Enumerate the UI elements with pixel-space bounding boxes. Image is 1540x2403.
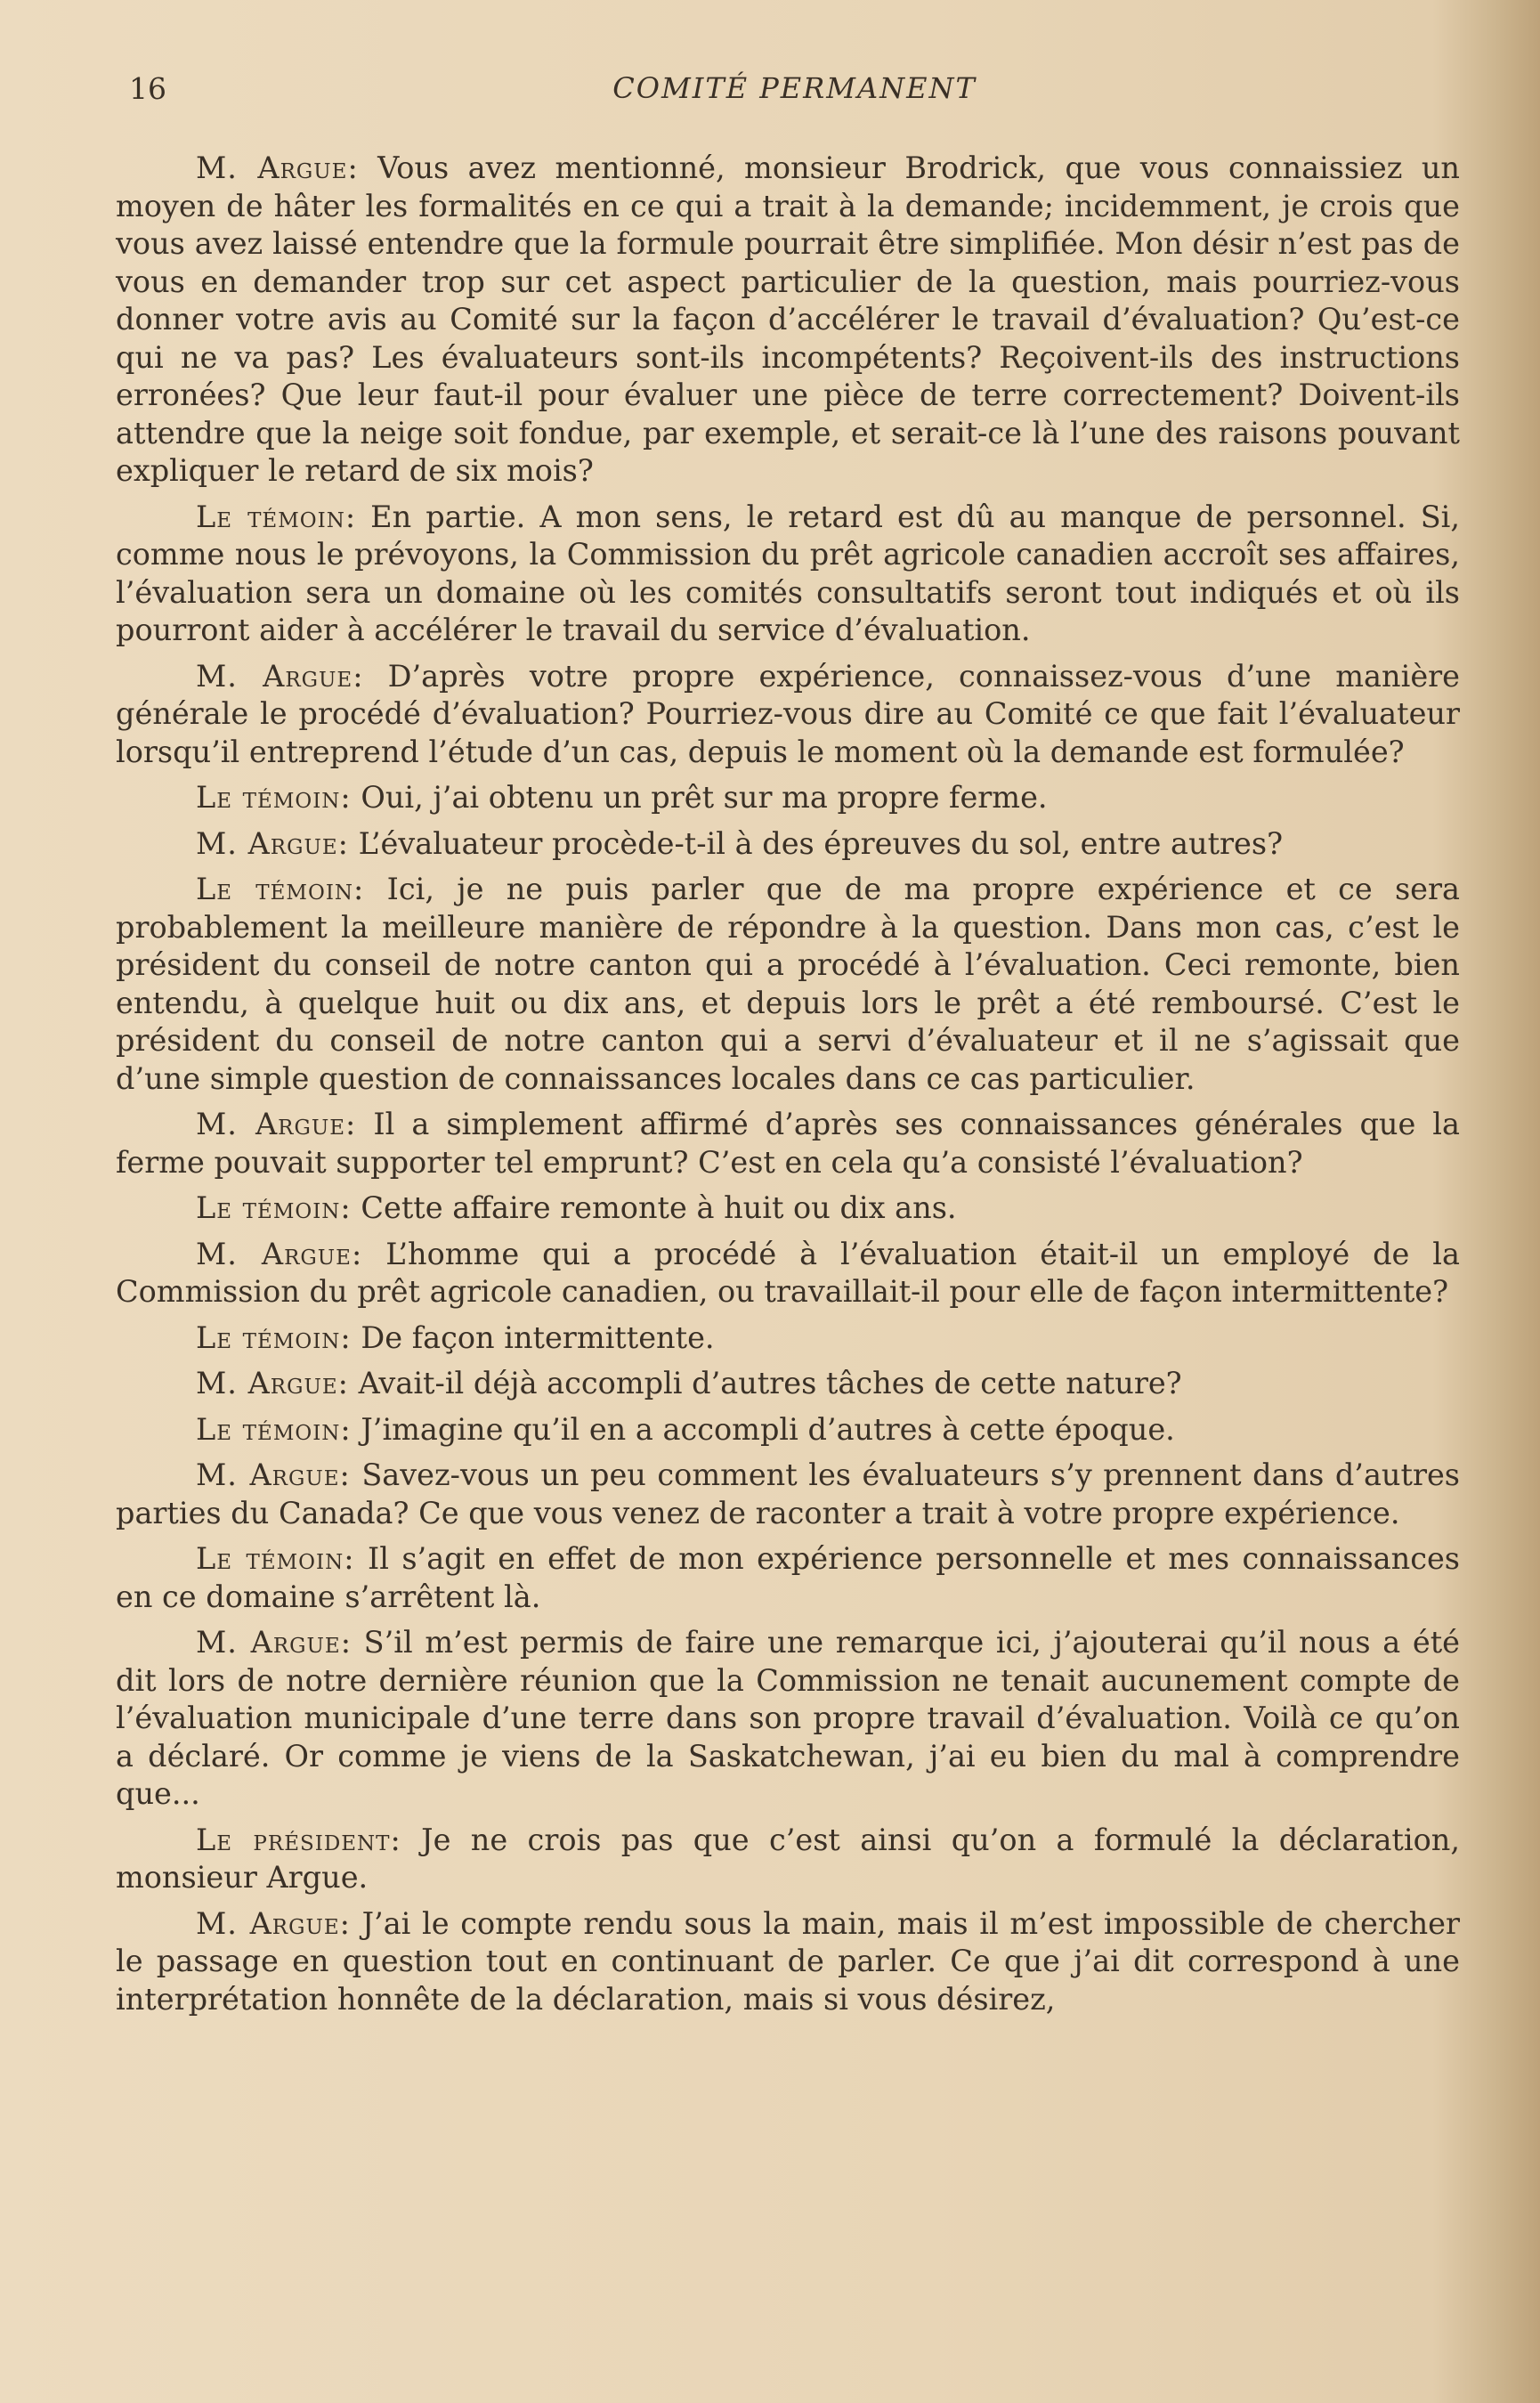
paragraph-text: L’évaluateur procède-t-il à des épreuves du sol, entre autres?	[348, 825, 1284, 861]
paragraph	[116, 1905, 1460, 2019]
paragraph	[116, 1457, 1460, 1532]
speaker-label: M. Argue:	[196, 1625, 352, 1660]
speaker-label: Le témoin:	[196, 780, 352, 815]
speaker-label: Le président:	[196, 1822, 401, 1857]
paragraph-text: Il s’agit en effet de mon expérience personnelle et mes connaissances en ce domaine s’arrêtent là.	[116, 1541, 1460, 1614]
speaker-label: Le témoin:	[196, 872, 365, 906]
paragraph-text: J’ai le compte rendu sous la main, mais il m’est impossible de chercher le passage en question tout en continuant de parler. Ce que j’ai dit correspond à une interprétation honnête de la déclaration, mais si vous désirez,	[116, 1905, 1460, 2017]
paragraph-text: En partie. A mon sens, le retard est dû au manque de personnel. Si, comme nous le prévoyons, la Commission du prêt agricole canadien accroît ses affaires, l’évaluation sera un domaine où les comités consultatifs seront tout indiqués et où ils pourront aider à accélérer le travail du service d’évaluation.	[116, 499, 1461, 647]
paragraph-text: Avait-il déjà accompli d’autres tâches de cette nature?	[348, 1366, 1182, 1400]
speaker-label: M. Argue:	[196, 1366, 349, 1400]
paragraph-text: Ici, je ne puis parler que de ma propre expérience et ce sera probablement la meilleure manière de répondre à la question. Dans mon cas, c’est le président du conseil de notre canton qui a procédé à l’évaluation. Ceci remonte, bien entendu, à quelque huit ou dix ans, et depuis lors le prêt a été remboursé. C’est le président du conseil de notre canton qui a servi d’évaluateur et il ne s’agissait que d’une simple question de connaissances locales dans ce cas particulier.	[116, 872, 1460, 1096]
speaker-label: Le témoin:	[196, 1190, 352, 1225]
paragraph	[116, 1624, 1460, 1814]
speaker-label: M. Argue:	[196, 1107, 357, 1141]
speaker-label: M. Argue:	[196, 1236, 363, 1271]
paragraph	[116, 658, 1460, 772]
paragraph	[116, 150, 1460, 491]
paragraph	[116, 1236, 1460, 1311]
body-text	[116, 150, 1460, 2026]
speaker-label: M. Argue:	[196, 658, 364, 694]
paragraph	[116, 1540, 1460, 1616]
paragraph-text: Cette affaire remonte à huit ou dix ans.	[351, 1190, 957, 1225]
speaker-label: M. Argue:	[196, 150, 359, 185]
paragraph-text: D’après votre propre expérience, connaissez-vous d’une manière générale le procédé d’évaluation? Pourriez-vous dire au Comité ce que fait l’évaluateur lorsqu’il entreprend l’étude d’un cas, depuis le moment où la demande est formulée?	[116, 658, 1460, 769]
paragraph	[116, 825, 1460, 864]
speaker-label: Le témoin:	[196, 1319, 352, 1355]
paragraph-text: Je ne crois pas que c’est ainsi qu’on a formulé la déclaration, monsieur Argue.	[116, 1822, 1461, 1895]
paragraph-text: Il a simplement affirmé d’après ses connaissances générales que la ferme pouvait supporter tel emprunt? C’est en cela qu’a consisté l’évaluation?	[116, 1107, 1460, 1180]
running-title: COMITÉ PERMANENT	[612, 71, 977, 105]
paragraph	[116, 1106, 1460, 1181]
speaker-label: M. Argue:	[196, 825, 349, 861]
paragraph-text: L’homme qui a procédé à l’évaluation était-il un employé de la Commission du prêt agricole canadien, ou travaillait-il pour elle de façon intermittente?	[116, 1236, 1460, 1309]
paragraph-text: S’il m’est permis de faire une remarque ici, j’ajouterai qu’il nous a été dit lors de notre dernière réunion que la Commission ne tenait aucunement compte de l’évaluation municipale d’une terre dans son propre travail d’évaluation. Voilà ce qu’on a déclaré. Or comme je viens de la Saskatchewan, j’ai eu bien du mal à comprendre que...	[116, 1625, 1460, 1811]
paragraph-text: De façon intermittente.	[351, 1319, 715, 1355]
speaker-label: Le témoin:	[196, 1411, 352, 1447]
speaker-label: Le témoin:	[196, 499, 357, 534]
speaker-label: M. Argue:	[196, 1457, 351, 1492]
paragraph	[116, 1365, 1460, 1403]
paragraph	[116, 1411, 1460, 1449]
page-number: 16	[129, 71, 166, 106]
speaker-label: M. Argue:	[196, 1905, 351, 1941]
speaker-label: Le témoin:	[196, 1541, 355, 1576]
paragraph	[116, 1189, 1460, 1228]
paragraph-text: Oui, j’ai obtenu un prêt sur ma propre ferme.	[351, 780, 1048, 815]
paragraph	[116, 779, 1460, 817]
paragraph-text: Vous avez mentionné, monsieur Brodrick, que vous connaissiez un moyen de hâter les formalités en ce qui a trait à la demande; incidemment, je crois que vous avez laissé entendre que la formule pourrait être simplifiée. Mon désir n’est pas de vous en demander trop sur cet aspect particulier de la question, mais pourriez-vous donner votre avis au Comité sur la façon d’accélérer le travail d’évaluation? Qu’est-ce qui ne va pas? Les évaluateurs sont-ils incompétents? Reçoivent-ils des instructions erronées? Que leur faut-il pour évaluer une pièce de terre correctement? Doivent-ils attendre que la neige soit fondue, par exemple, et serait-ce là l’une des raisons pouvant expliquer le retard de six mois?	[116, 150, 1460, 488]
paragraph	[116, 1822, 1460, 1897]
paragraph	[116, 871, 1460, 1098]
paragraph-text: Savez-vous un peu comment les évaluateurs s’y prennent dans d’autres parties du Canada? Ce que vous venez de raconter a trait à votre propre expérience.	[116, 1457, 1460, 1530]
page-header	[129, 71, 1460, 116]
paragraph	[116, 499, 1460, 650]
paragraph-text: J’imagine qu’il en a accompli d’autres à cette époque.	[351, 1411, 1175, 1447]
paragraph	[116, 1319, 1460, 1358]
